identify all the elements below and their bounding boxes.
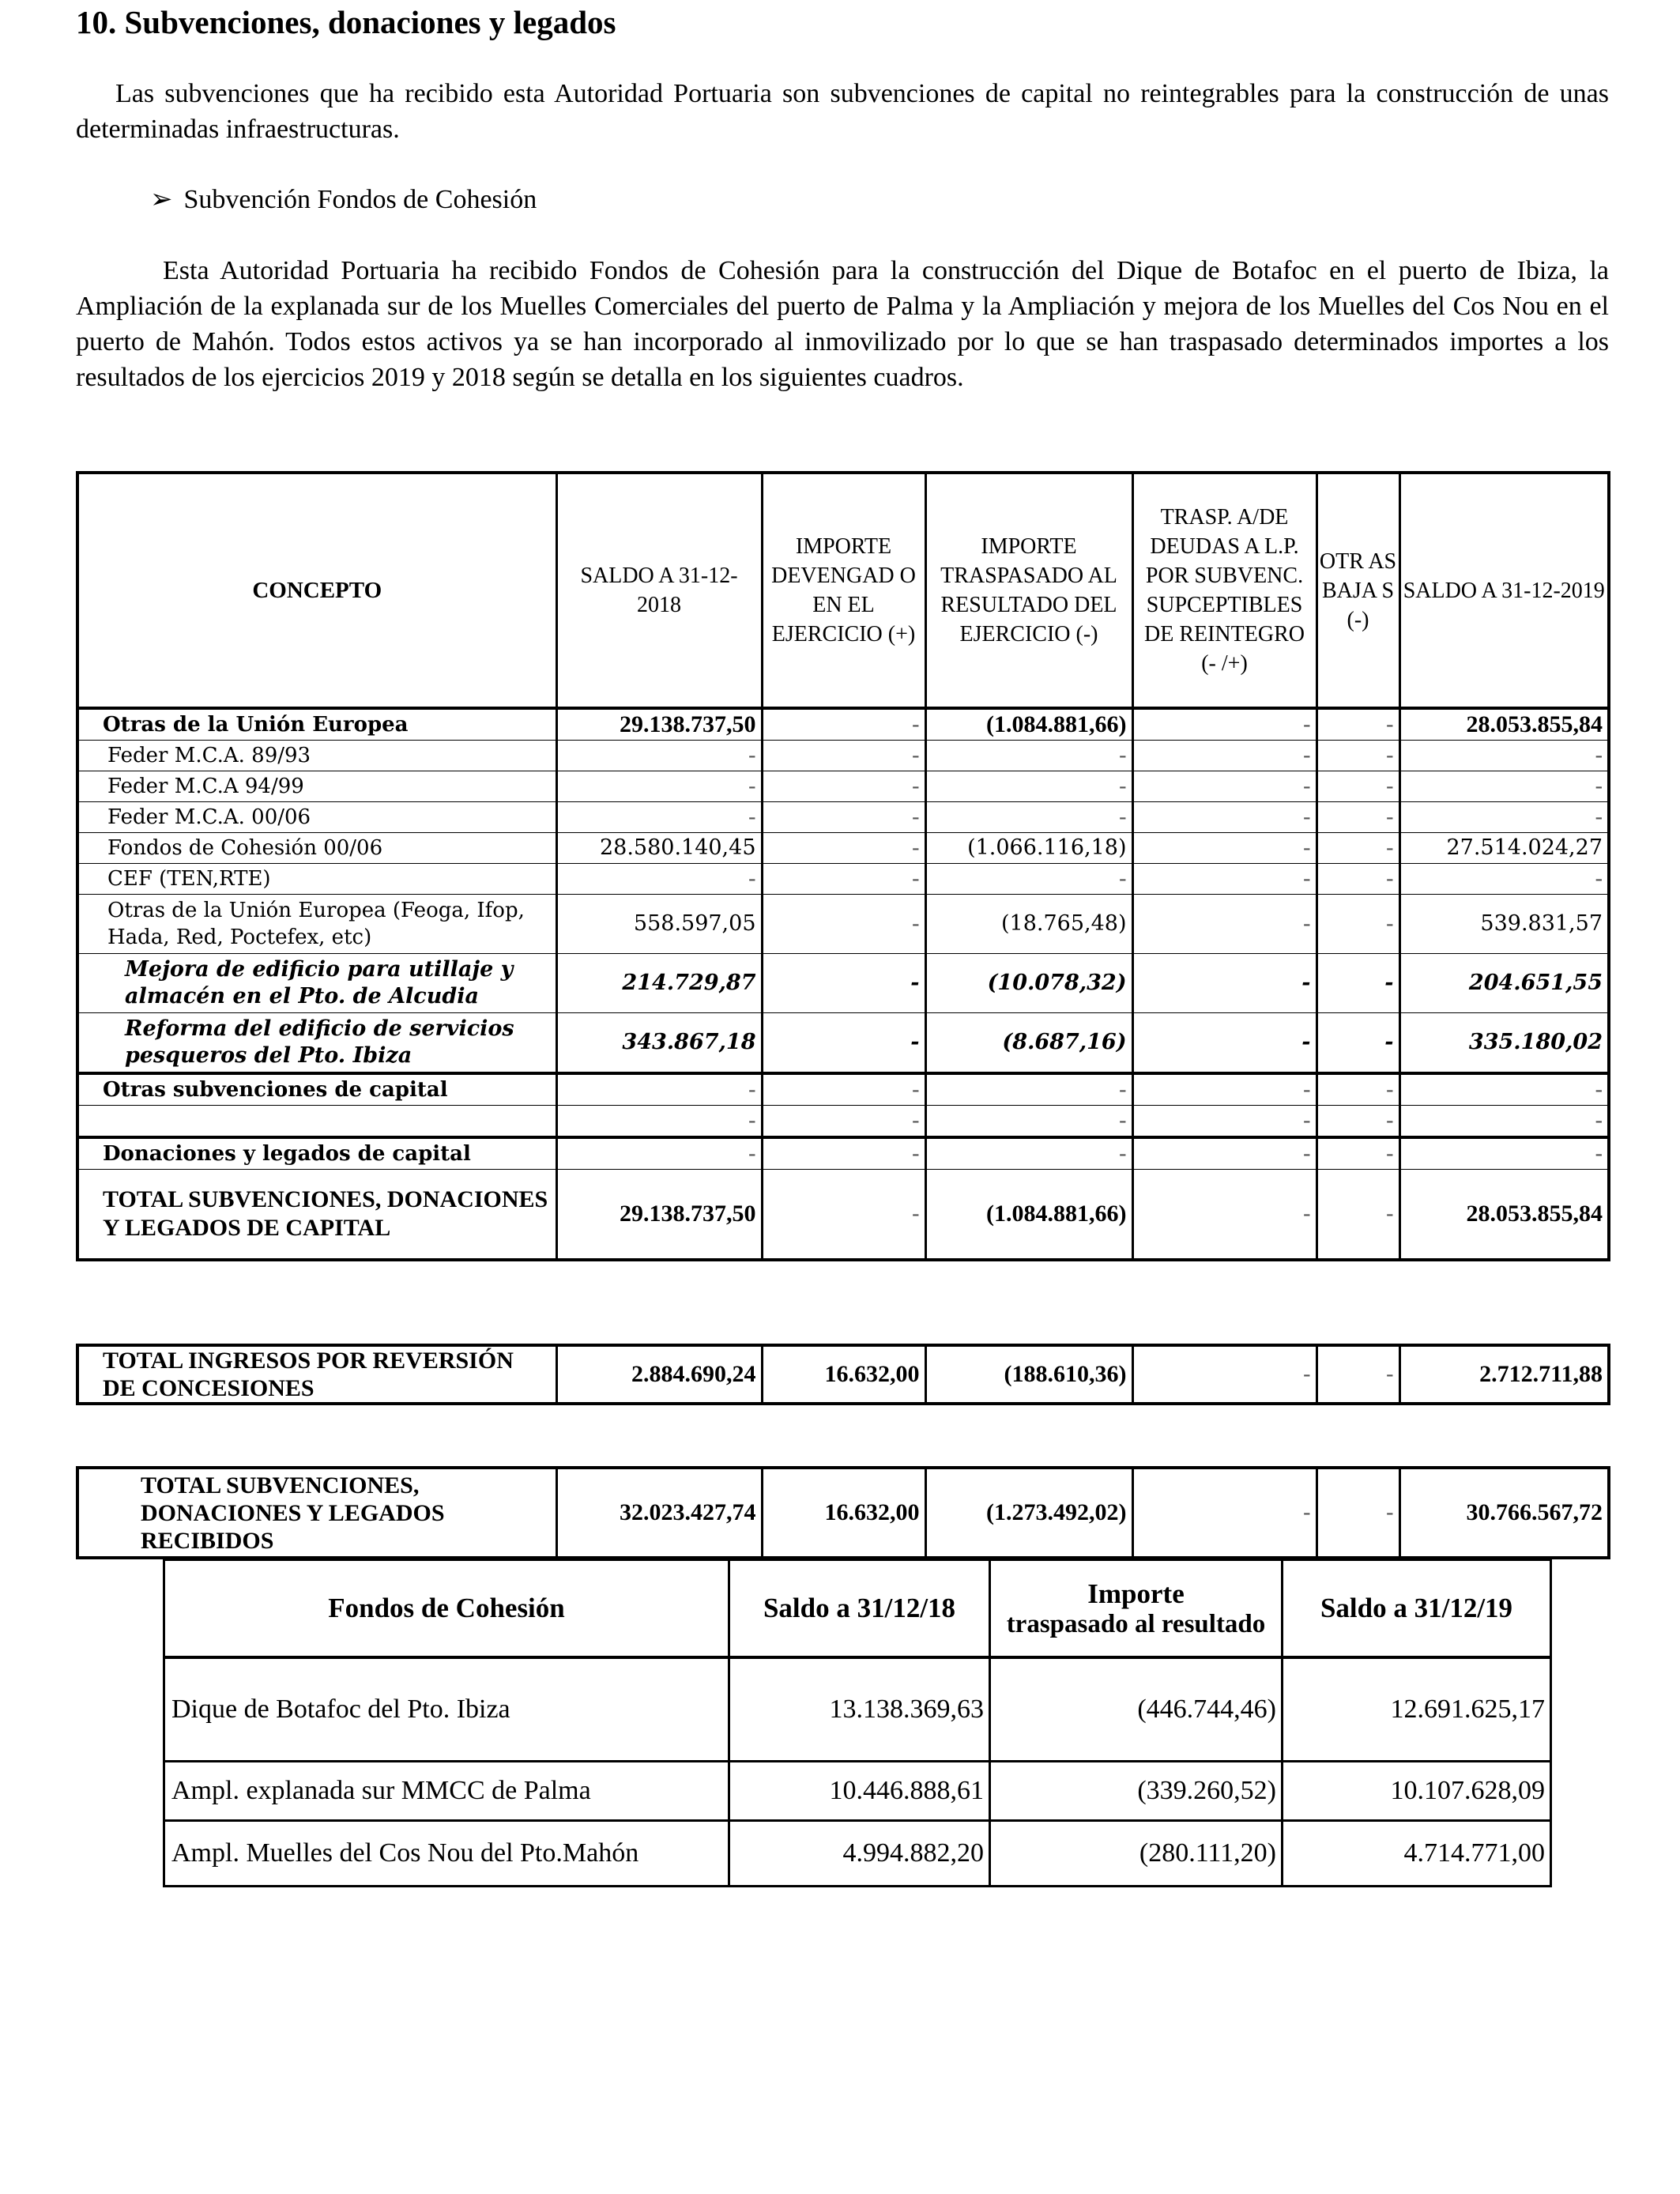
cell: - — [1317, 833, 1399, 864]
table-row — [77, 741, 1609, 771]
cell: 204.651,55 — [1399, 954, 1609, 1013]
cell: - — [762, 708, 925, 741]
subvenciones-table — [76, 471, 1610, 1261]
cell: - — [556, 1137, 762, 1170]
concesiones-table — [76, 1344, 1610, 1405]
cell: - — [1317, 771, 1399, 802]
cell: - — [1317, 864, 1399, 895]
cell: - — [1132, 1468, 1317, 1558]
header-saldo-19: Saldo a 31/12/19 — [1283, 1560, 1551, 1658]
cell: (8.687,16) — [925, 1013, 1132, 1074]
cell: - — [925, 1137, 1132, 1170]
row-label: Ampl. Muelles del Cos Nou del Pto.Mahón — [164, 1821, 729, 1887]
cell: 2.712.711,88 — [1399, 1345, 1609, 1404]
cell: 32.023.427,74 — [556, 1468, 762, 1558]
cell: - — [1132, 1345, 1317, 1404]
cell: - — [1399, 1073, 1609, 1106]
header-trasp-deudas: TRASP. A/DE DEUDAS A L.P. POR SUBVENC. SUPCEPTIBLES DE REINTEGRO (- /+) — [1132, 473, 1317, 708]
cell: (1.084.881,66) — [925, 1170, 1132, 1261]
table-row — [164, 1821, 1551, 1887]
row-label: Donaciones y legados de capital — [77, 1137, 556, 1170]
table-row — [77, 895, 1609, 954]
cell: - — [1132, 895, 1317, 954]
cell: (1.273.492,02) — [925, 1468, 1132, 1558]
header-saldo-2018: SALDO A 31-12-2018 — [556, 473, 762, 708]
header-traspasado: IMPORTE TRASPASADO AL RESULTADO DEL EJERCICIO (-) — [925, 473, 1132, 708]
row-label: Feder M.C.A. 00/06 — [77, 802, 556, 833]
cell: 28.053.855,84 — [1399, 1170, 1609, 1261]
row-label: Otras subvenciones de capital — [77, 1073, 556, 1106]
cell: (1.066.116,18) — [925, 833, 1132, 864]
cell: - — [1399, 802, 1609, 833]
table-row — [77, 1013, 1609, 1074]
header-saldo-18: Saldo a 31/12/18 — [729, 1560, 990, 1658]
cell: 28.053.855,84 — [1399, 708, 1609, 741]
table-total-row — [77, 1170, 1609, 1261]
table-row — [77, 802, 1609, 833]
cell: - — [556, 864, 762, 895]
cell: 214.729,87 — [556, 954, 762, 1013]
cell: - — [1317, 1345, 1399, 1404]
row-label: Feder M.C.A. 89/93 — [77, 741, 556, 771]
cell: 29.138.737,50 — [556, 1170, 762, 1261]
table-row — [164, 1657, 1551, 1762]
cell: - — [556, 802, 762, 833]
cell: 13.138.369,63 — [729, 1657, 990, 1762]
cell: - — [925, 1106, 1132, 1138]
cell: - — [1317, 895, 1399, 954]
table-row — [77, 954, 1609, 1013]
cell: - — [1317, 1137, 1399, 1170]
cell: - — [925, 864, 1132, 895]
table-row — [77, 708, 1609, 741]
header-devengado: IMPORTE DEVENGAD O EN EL EJERCICIO (+) — [762, 473, 925, 708]
cell: - — [762, 1106, 925, 1138]
cell: - — [1132, 864, 1317, 895]
table-row — [164, 1762, 1551, 1821]
row-label: Reforma del edificio de servicios pesqueros del Pto. Ibiza — [77, 1013, 556, 1074]
cell: - — [762, 1073, 925, 1106]
cell: - — [1132, 833, 1317, 864]
table-row — [77, 1073, 1609, 1106]
cell: - — [1132, 802, 1317, 833]
cell: - — [556, 741, 762, 771]
cell: - — [925, 1073, 1132, 1106]
header-importe-line2: traspasado al resultado — [1006, 1609, 1266, 1638]
cell: - — [1399, 864, 1609, 895]
cohesion-paragraph: Esta Autoridad Portuaria ha recibido Fondos de Cohesión para la construcción del Dique de Botafoc en el puerto de Ibiza, la Ampliación de la explanada sur de los Muelles Comerciales del puerto de Palma y la Ampliación y mejora de los Muelles del Cos Nou en el puerto de Mahón. Todos estos activos ya se han incorporado al inmovilizado por lo que se han traspasado determinados importes a los resultados de los ejercicios 2019 y 2018 según se detalla en los siguientes cuadros. — [76, 256, 1609, 392]
cell: - — [762, 1013, 925, 1074]
cell: - — [1317, 954, 1399, 1013]
cell: 10.446.888,61 — [729, 1762, 990, 1821]
cell: - — [762, 1170, 925, 1261]
cell: 343.867,18 — [556, 1013, 762, 1074]
header-fondos: Fondos de Cohesión — [164, 1560, 729, 1658]
cell: 28.580.140,45 — [556, 833, 762, 864]
cell: 4.994.882,20 — [729, 1821, 990, 1887]
cell: - — [1317, 1013, 1399, 1074]
cell: - — [1317, 708, 1399, 741]
row-label — [77, 1106, 556, 1138]
cell: 16.632,00 — [762, 1345, 925, 1404]
header-saldo-2019: SALDO A 31-12-2019 — [1399, 473, 1609, 708]
cell: - — [1132, 1137, 1317, 1170]
cell: (188.610,36) — [925, 1345, 1132, 1404]
table-row — [77, 1468, 1609, 1558]
table-row — [77, 1137, 1609, 1170]
cell: - — [762, 1137, 925, 1170]
cell: - — [1132, 1073, 1317, 1106]
cell: - — [1399, 1137, 1609, 1170]
row-label: Otras de la Unión Europea — [77, 708, 556, 741]
cell: - — [1399, 771, 1609, 802]
table-row — [77, 1345, 1609, 1404]
cell: 27.514.024,27 — [1399, 833, 1609, 864]
cell: - — [1132, 1106, 1317, 1138]
header-otras-bajas: OTR AS BAJA S (-) — [1317, 473, 1399, 708]
row-label: TOTAL SUBVENCIONES, DONACIONES Y LEGADOS DE CAPITAL — [77, 1170, 556, 1261]
cell: - — [556, 1106, 762, 1138]
cell: - — [556, 1073, 762, 1106]
bullet-item — [150, 183, 537, 215]
cell: 539.831,57 — [1399, 895, 1609, 954]
table-header-row — [77, 473, 1609, 708]
cell: - — [1317, 1170, 1399, 1261]
cell: (339.260,52) — [990, 1762, 1283, 1821]
fondos-cohesion-table — [163, 1559, 1552, 1887]
cell: - — [925, 802, 1132, 833]
header-concepto: CONCEPTO — [77, 473, 556, 708]
section-heading: 10. Subvenciones, donaciones y legados — [76, 4, 616, 40]
cell: 335.180,02 — [1399, 1013, 1609, 1074]
cell: (446.744,46) — [990, 1657, 1283, 1762]
cell: - — [1317, 802, 1399, 833]
cell: 16.632,00 — [762, 1468, 925, 1558]
cell: (18.765,48) — [925, 895, 1132, 954]
cell: - — [1317, 1468, 1399, 1558]
row-label: TOTAL INGRESOS POR REVERSIÓN DE CONCESIONES — [77, 1345, 556, 1404]
cell: - — [762, 741, 925, 771]
intro-paragraph: Las subvenciones que ha recibido esta Autoridad Portuaria son subvenciones de capital no reintegrables para la construcción de unas determinadas infraestructuras. — [76, 79, 1609, 144]
cell: - — [1399, 741, 1609, 771]
header-importe — [990, 1560, 1283, 1658]
table-header-row — [164, 1560, 1551, 1658]
cell: - — [762, 802, 925, 833]
cell: - — [1132, 741, 1317, 771]
table-row — [77, 771, 1609, 802]
cell: - — [762, 864, 925, 895]
cell: 558.597,05 — [556, 895, 762, 954]
row-label: TOTAL SUBVENCIONES, DONACIONES Y LEGADOS RECIBIDOS — [77, 1468, 556, 1558]
cell: 10.107.628,09 — [1283, 1762, 1551, 1821]
cell: - — [1132, 708, 1317, 741]
cell: (10.078,32) — [925, 954, 1132, 1013]
row-label: Fondos de Cohesión 00/06 — [77, 833, 556, 864]
cell: - — [1317, 1073, 1399, 1106]
cell: - — [1132, 771, 1317, 802]
cell: - — [762, 954, 925, 1013]
bullet-text: Subvención Fondos de Cohesión — [183, 185, 537, 214]
table-row — [77, 833, 1609, 864]
cell: - — [556, 771, 762, 802]
cell: 12.691.625,17 — [1283, 1657, 1551, 1762]
cell: - — [925, 771, 1132, 802]
row-label: Dique de Botafoc del Pto. Ibiza — [164, 1657, 729, 1762]
header-importe-line1: Importe — [1087, 1578, 1185, 1609]
cell: - — [1132, 954, 1317, 1013]
cell: - — [1132, 1170, 1317, 1261]
cell: - — [762, 771, 925, 802]
cell: - — [1317, 741, 1399, 771]
cell: 30.766.567,72 — [1399, 1468, 1609, 1558]
cell: - — [762, 833, 925, 864]
row-label: Mejora de edificio para utillaje y almacén en el Pto. de Alcudia — [77, 954, 556, 1013]
cell: 2.884.690,24 — [556, 1345, 762, 1404]
row-label: Feder M.C.A 94/99 — [77, 771, 556, 802]
cell: (1.084.881,66) — [925, 708, 1132, 741]
cell: 29.138.737,50 — [556, 708, 762, 741]
cell: - — [762, 895, 925, 954]
recibidos-table — [76, 1466, 1610, 1559]
cell: - — [1317, 1106, 1399, 1138]
cell: - — [1132, 1013, 1317, 1074]
arrow-bullet-icon: ➢ — [150, 185, 173, 214]
table-row — [77, 864, 1609, 895]
table-row — [77, 1106, 1609, 1138]
cell: (280.111,20) — [990, 1821, 1283, 1887]
row-label: Ampl. explanada sur MMCC de Palma — [164, 1762, 729, 1821]
row-label: Otras de la Unión Europea (Feoga, Ifop, Hada, Red, Poctefex, etc) — [77, 895, 556, 954]
cell: - — [925, 741, 1132, 771]
cell: 4.714.771,00 — [1283, 1821, 1551, 1887]
cell: - — [1399, 1106, 1609, 1138]
row-label: CEF (TEN,RTE) — [77, 864, 556, 895]
